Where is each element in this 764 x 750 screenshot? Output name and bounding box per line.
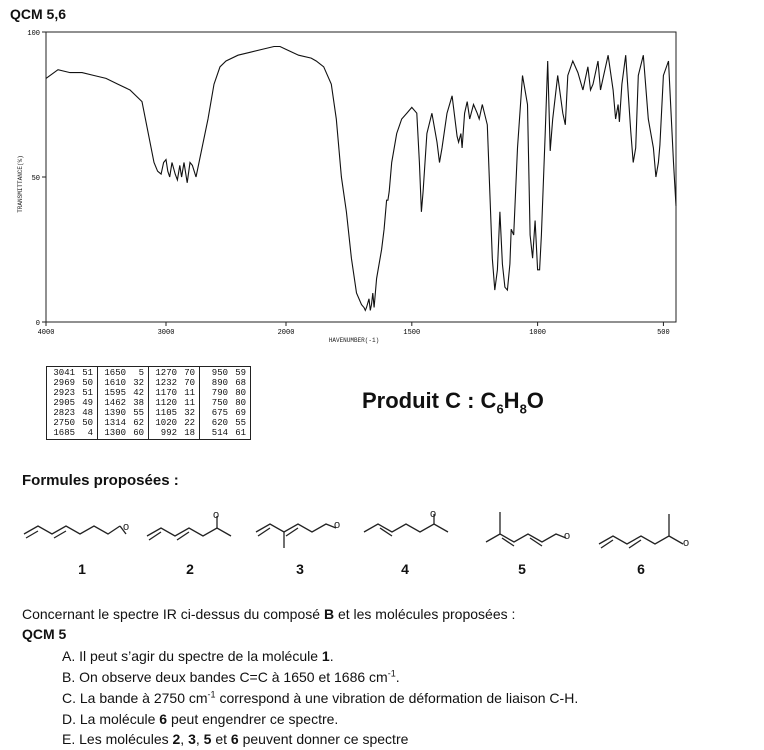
product-label: Produit C : xyxy=(362,388,481,413)
peak-transmittance: 50 xyxy=(82,418,93,428)
molecule-number: 3 xyxy=(296,561,304,577)
peak-row xyxy=(51,428,93,438)
peak-transmittance: 42 xyxy=(133,388,144,398)
peak-wavenumber: 2823 xyxy=(53,408,75,418)
peak-wavenumber: 1105 xyxy=(155,408,177,418)
option-text: . xyxy=(329,648,334,664)
option-text: B. On observe deux bandes C=C à 1650 et 1686 cm xyxy=(62,669,388,685)
peak-row xyxy=(51,408,93,418)
peak-row xyxy=(102,428,144,438)
peak-table xyxy=(46,366,251,440)
peak-row xyxy=(204,388,246,398)
molecule-number: 4 xyxy=(401,561,409,577)
peak-transmittance: 5 xyxy=(138,368,144,378)
option-text: . xyxy=(395,669,400,685)
spectrum-line xyxy=(46,47,676,311)
peak-wavenumber: 890 xyxy=(211,378,228,388)
peak-wavenumber: 1685 xyxy=(53,428,75,438)
question-intro-text: et les molécules proposées : xyxy=(334,606,516,622)
y-tick-label: 0 xyxy=(35,320,40,328)
peak-wavenumber: 992 xyxy=(160,428,177,438)
peak-wavenumber: 790 xyxy=(211,388,228,398)
peak-row xyxy=(153,408,195,418)
question-intro xyxy=(22,606,515,622)
option-text: C. La bande à 2750 cm xyxy=(62,690,208,706)
peak-transmittance: 70 xyxy=(184,378,195,388)
formulas-title: Formules proposées : xyxy=(22,472,179,489)
peak-wavenumber: 1300 xyxy=(104,428,126,438)
formula-carbon-count: 6 xyxy=(496,401,504,417)
molecule-number: 5 xyxy=(518,561,526,577)
peak-row xyxy=(204,408,246,418)
molecule-number: 2 xyxy=(186,561,194,577)
peak-transmittance: 55 xyxy=(235,418,246,428)
peak-row xyxy=(204,378,246,388)
peak-wavenumber: 3041 xyxy=(53,368,75,378)
peak-wavenumber: 1390 xyxy=(104,408,126,418)
option-molecule-ref: 3 xyxy=(188,731,196,747)
peak-row xyxy=(153,378,195,388)
question-intro-text: Concernant le spectre IR ci-dessus du composé xyxy=(22,606,324,622)
peak-row xyxy=(153,418,195,428)
peak-row xyxy=(102,368,144,378)
peak-wavenumber: 1170 xyxy=(155,388,177,398)
unit-exponent: -1 xyxy=(387,668,396,679)
product-formula xyxy=(362,388,544,416)
peak-transmittance: 4 xyxy=(87,428,93,438)
x-tick-label: 3000 xyxy=(157,329,175,337)
peak-transmittance: 11 xyxy=(184,388,195,398)
x-tick-label: 500 xyxy=(657,329,670,337)
peak-wavenumber: 1314 xyxy=(104,418,126,428)
y-tick-label: 100 xyxy=(27,30,40,38)
peak-wavenumber: 750 xyxy=(211,398,228,408)
peak-row xyxy=(102,378,144,388)
option-b xyxy=(62,669,400,685)
x-tick-label: 1500 xyxy=(403,329,421,337)
peak-transmittance: 55 xyxy=(133,408,144,418)
peak-row xyxy=(51,418,93,428)
option-text: E. Les molécules xyxy=(62,731,173,747)
option-molecule-ref: 6 xyxy=(230,731,239,747)
peak-wavenumber: 1270 xyxy=(155,368,177,378)
peak-row xyxy=(204,398,246,408)
peak-transmittance: 68 xyxy=(235,378,246,388)
formula-hydrogen: H xyxy=(503,388,520,413)
peak-transmittance: 50 xyxy=(82,378,93,388)
peak-transmittance: 61 xyxy=(235,428,246,438)
y-axis-label: TRANSMITTANCE(%) xyxy=(17,155,24,213)
peak-transmittance: 38 xyxy=(133,398,144,408)
peak-column xyxy=(149,367,200,440)
peak-row xyxy=(102,388,144,398)
molecule-number: 6 xyxy=(637,561,645,577)
option-text: , xyxy=(195,731,204,747)
peak-row xyxy=(51,388,93,398)
peak-transmittance: 80 xyxy=(235,388,246,398)
peak-wavenumber: 1610 xyxy=(104,378,126,388)
x-axis-label: HAVENUMBER(-1) xyxy=(328,337,380,344)
option-a xyxy=(62,648,334,664)
option-c xyxy=(62,690,578,706)
peak-wavenumber: 1120 xyxy=(155,398,177,408)
molecule-1-structure xyxy=(20,508,135,548)
option-text: et xyxy=(211,731,231,747)
x-tick-label: 1000 xyxy=(529,329,547,337)
peak-wavenumber: 2750 xyxy=(53,418,75,428)
peak-wavenumber: 1595 xyxy=(104,388,126,398)
formula-carbon: C xyxy=(480,388,497,413)
peak-transmittance: 59 xyxy=(235,368,246,378)
unit-exponent: -1 xyxy=(207,689,216,700)
peak-row xyxy=(51,378,93,388)
molecule-2-structure xyxy=(143,508,243,548)
peak-transmittance: 22 xyxy=(184,418,195,428)
option-text: , xyxy=(180,731,189,747)
peak-wavenumber: 2923 xyxy=(53,388,75,398)
x-tick-label: 2000 xyxy=(277,329,295,337)
plot-frame xyxy=(46,32,676,322)
option-molecule-ref: 6 xyxy=(159,711,168,727)
peak-row xyxy=(51,368,93,378)
formula-hydrogen-count: 8 xyxy=(519,401,527,417)
peak-row xyxy=(153,428,195,438)
peak-transmittance: 18 xyxy=(184,428,195,438)
svg-text:o: o xyxy=(334,519,341,531)
molecule-3-structure xyxy=(252,508,352,556)
peak-transmittance: 51 xyxy=(82,368,93,378)
peak-transmittance: 62 xyxy=(133,418,144,428)
option-d xyxy=(62,711,338,727)
peak-row xyxy=(102,418,144,428)
molecule-number: 1 xyxy=(78,561,86,577)
svg-text:o: o xyxy=(564,530,571,542)
molecule-5-structure xyxy=(480,508,580,556)
peak-column xyxy=(47,367,98,440)
peak-transmittance: 32 xyxy=(184,408,195,418)
peak-wavenumber: 1462 xyxy=(104,398,126,408)
option-molecule-ref: 2 xyxy=(172,731,181,747)
peak-wavenumber: 1020 xyxy=(155,418,177,428)
option-text: D. La molécule xyxy=(62,711,160,727)
peak-wavenumber: 2905 xyxy=(53,398,75,408)
option-e xyxy=(62,731,408,747)
formula-oxygen: O xyxy=(526,388,544,413)
x-tick-label: 4000 xyxy=(37,329,55,337)
svg-text:o: o xyxy=(213,509,220,521)
peak-wavenumber: 675 xyxy=(211,408,228,418)
molecule-6-structure xyxy=(595,508,705,556)
peak-wavenumber: 950 xyxy=(211,368,228,378)
peak-row xyxy=(102,408,144,418)
axis-ticks xyxy=(27,30,669,337)
peak-transmittance: 11 xyxy=(184,398,195,408)
svg-text:o: o xyxy=(683,537,690,549)
peak-transmittance: 32 xyxy=(133,378,144,388)
compound-label: B xyxy=(323,606,335,622)
peak-wavenumber: 1650 xyxy=(104,368,126,378)
ir-spectrum-chart xyxy=(0,24,764,352)
peak-transmittance: 48 xyxy=(82,408,93,418)
peak-wavenumber: 620 xyxy=(211,418,228,428)
peak-column xyxy=(200,367,251,440)
svg-text:o: o xyxy=(430,508,437,520)
option-molecule-ref: 1 xyxy=(321,648,330,664)
option-molecule-ref: 5 xyxy=(203,731,212,747)
peak-row xyxy=(153,398,195,408)
qcm-label: QCM 5 xyxy=(22,626,67,642)
peak-row xyxy=(204,428,246,438)
peak-transmittance: 60 xyxy=(133,428,144,438)
peak-row xyxy=(153,388,195,398)
peak-transmittance: 80 xyxy=(235,398,246,408)
peak-wavenumber: 514 xyxy=(211,428,228,438)
option-text: correspond à une vibration de déformation de liaison C-H. xyxy=(215,690,579,706)
option-text: A. Il peut s’agir du spectre de la molécule xyxy=(62,648,322,664)
peak-transmittance: 70 xyxy=(184,368,195,378)
peak-row xyxy=(51,398,93,408)
peak-column xyxy=(98,367,149,440)
peak-row xyxy=(204,368,246,378)
peak-transmittance: 51 xyxy=(82,388,93,398)
peak-transmittance: 69 xyxy=(235,408,246,418)
peak-row xyxy=(102,398,144,408)
option-text: peut engendrer ce spectre. xyxy=(167,711,339,727)
option-text: peuvent donner ce spectre xyxy=(238,731,409,747)
peak-row xyxy=(153,368,195,378)
molecule-4-structure xyxy=(360,508,460,548)
svg-text:o: o xyxy=(123,521,130,533)
page-title: QCM 5,6 xyxy=(10,6,67,22)
peak-wavenumber: 2969 xyxy=(53,378,75,388)
peak-row xyxy=(204,418,246,428)
peak-transmittance: 49 xyxy=(82,398,93,408)
y-tick-label: 50 xyxy=(31,175,40,183)
peak-wavenumber: 1232 xyxy=(155,378,177,388)
